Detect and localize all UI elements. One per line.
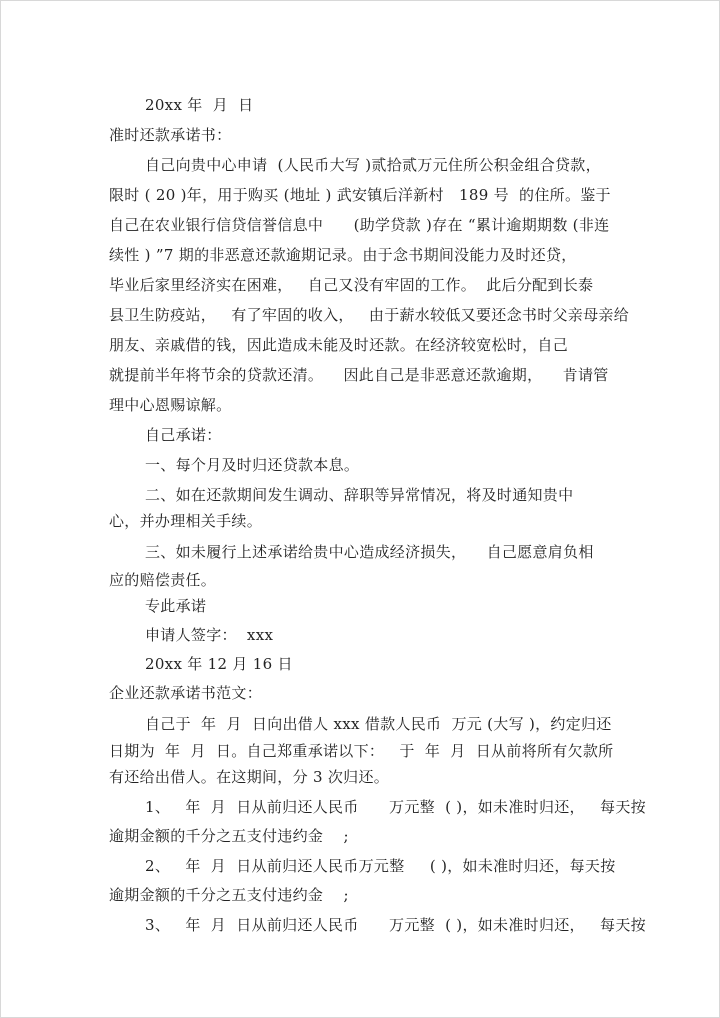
pledge-item: 一、每个月及时归还贷款本息。 — [145, 456, 360, 474]
installment-item: 2、 年 月 日从前归还人民币万元整 ( )，如未准时归还，每天按 — [145, 857, 616, 875]
installment-item-continued: 逾期金额的千分之五支付违约金 ; — [109, 827, 349, 845]
paragraph-line: 限时 ( 20 )年，用于购买 (地址 ) 武安镇后洋新村 189 号 的住所。鉴于 — [109, 186, 611, 204]
paragraph-line: 有还给出借人。在这期间，分 3 次归还。 — [109, 768, 390, 786]
pledge-item: 三、如未履行上述承诺给贵中心造成经济损失， 自己愿意肩负相 — [145, 543, 594, 561]
paragraph-line: 县卫生防疫站， 有了牢固的收入， 由于薪水较低又要还念书时父亲母亲给 — [109, 306, 630, 324]
paragraph-line: 日期为 年 月 日。自己郑重承诺以下： 于 年 月 日从前将所有欠款所 — [109, 742, 614, 760]
paragraph-line: 毕业后家里经济实在困难， 自己又没有牢固的工作。 此后分配到长泰 — [109, 276, 594, 294]
installment-item: 3、 年 月 日从前归还人民币 万元整 ( )，如未准时归还， 每天按 — [145, 916, 646, 934]
closing-line: 专此承诺 — [145, 597, 207, 615]
paragraph-line: 就提前半年将节余的贷款还清。 因此自己是非恶意还款逾期， 肯请管 — [109, 366, 609, 384]
heading-enterprise-template: 企业还款承诺书范文： — [109, 684, 263, 702]
signature-date: 20xx 年 12 月 16 日 — [145, 655, 293, 673]
paragraph-line: 理中心恩赐谅解。 — [109, 396, 232, 414]
paragraph-line: 自己在农业银行信贷信誉信息中 (助学贷款 )存在 “累计逾期期数 (非连 — [109, 216, 610, 234]
installment-item: 1、 年 月 日从前归还人民币 万元整 ( )，如未准时归还， 每天按 — [145, 798, 646, 816]
paragraph-line: 续性 ) ”7 期的非恶意还款逾期记录。由于念书期间没能力及时还贷， — [109, 246, 577, 264]
pledge-item-continued: 心，并办理相关手续。 — [109, 512, 263, 530]
heading-repayment-pledge: 准时还款承诺书： — [109, 126, 232, 144]
paragraph-line: 自己向贵中心申请 (人民币大写 )贰拾贰万元住所公积金组合贷款， — [145, 156, 601, 174]
paragraph-line: 朋友、亲戚借的钱，因此造成未能及时还款。在经济较宽松时，自己 — [109, 336, 569, 354]
installment-item-continued: 逾期金额的千分之五支付违约金 ; — [109, 886, 349, 904]
paragraph-line: 自己于 年 月 日向出借人 xxx 借款人民币 万元 (大写 )，约定归还 — [145, 715, 612, 733]
signature-line: 申请人签字： xxx — [145, 626, 274, 644]
date-line: 20xx 年 月 日 — [145, 96, 254, 114]
pledge-heading: 自己承诺： — [145, 426, 222, 444]
pledge-item-continued: 应的赔偿责任。 — [109, 571, 217, 589]
pledge-item: 二、如在还款期间发生调动、辞职等异常情况，将及时通知贵中 — [145, 486, 574, 504]
